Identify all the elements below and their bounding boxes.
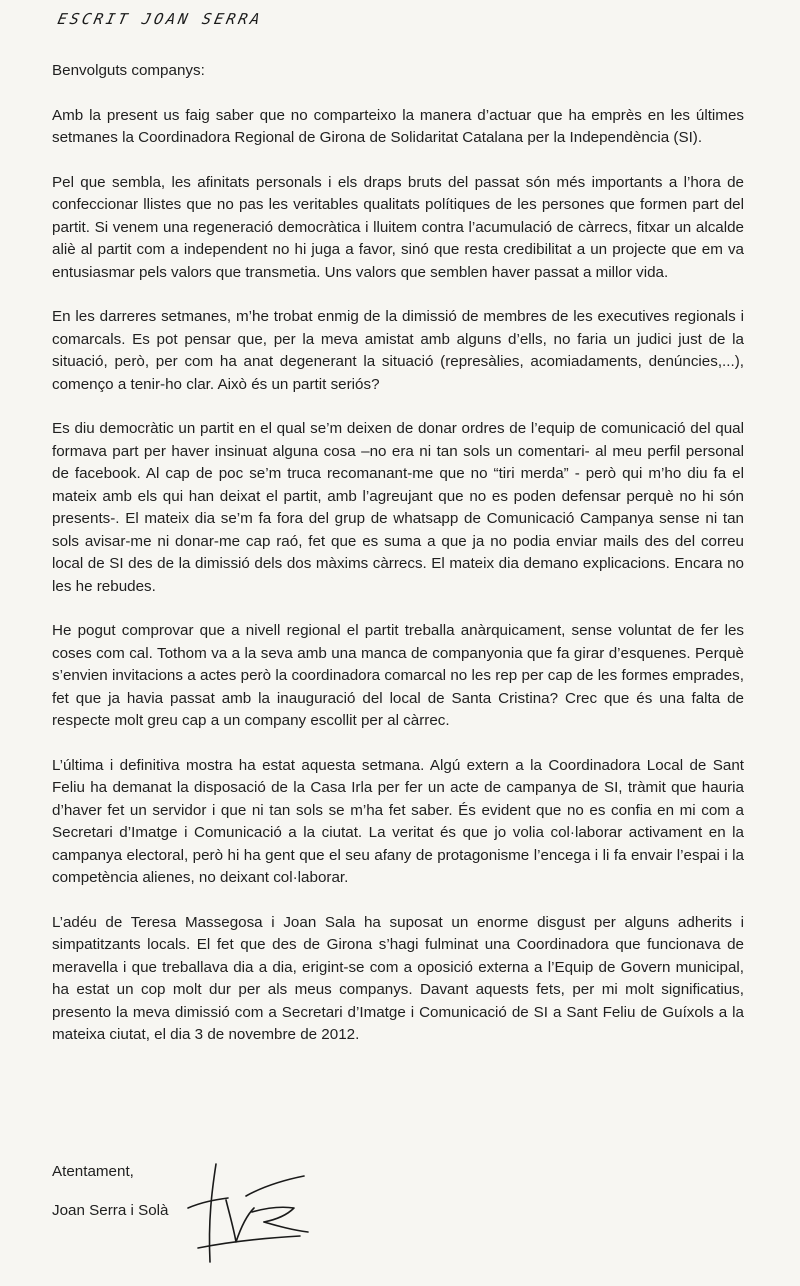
paragraph-3: En les darreres setmanes, m’he trobat enmig de la dimissió de membres de les executives regionals i comarcals. Es pot pensar que, per la meva amistat amb alguns d’ells, no faria un judici just de la situació, però, per com ha anat degenerant la situació (represàlies, acomiadaments, denúncies,...), començo a tenir-ho clar. Això és un partit seriós? [52, 308, 744, 393]
closing: Atentament, [52, 1163, 134, 1180]
sender-name: Joan Serra i Solà [52, 1202, 169, 1219]
paragraph-1: Amb la present us faig saber que no comparteixo la manera d’actuar que ha emprès en les últimes setmanes la Coordinadora Regional de Girona de Solidaritat Catalana per la Independència (SI). [52, 106, 744, 146]
paragraph-4: Es diu democràtic un partit en el qual se’m deixen de donar ordres de l’equip de comunicació del qual formava part per haver insinuat alguna cosa –no era ni tan sols un comentari- al meu perfil personal de facebook. Al cap de poc se’m truca recomanant-me que no “tiri merda” - però qui m’ho diu fa el mateix amb els qui han deixat el partit, amb l’agreujant que no es poden defensar perquè no hi són presents-. El mateix dia se’m fa fora del grup de whatsapp de Comunicació Campanya sense ni tan sols avisar-me ni donar-me cap raó, fet que es suma a que ja no podia enviar mails des del correu local de SI des de la dimissió dels dos màxims càrrecs. El mateix dia demano explicacions. Encara no les he rebudes. [52, 420, 744, 595]
letter-body [52, 60, 744, 1069]
handwritten-header: ESCRIT JOAN SERRA [56, 10, 265, 28]
paragraph-5: He pogut comprovar que a nivell regional el partit treballa anàrquicament, sense voluntat de fer les coses com cal. Tothom va a la seva amb una manca de companyonia que fa girar d’esquenes. Perquè s’envien invitacions a actes però la coordinadora comarcal no les rep per cap de les formes emprades, fet que ja havia passat amb la inauguració del local de Santa Cristina? Crec que és una falta de respecte molt greu cap a un company escollit per al càrrec. [52, 622, 744, 729]
paragraph-7: L’adéu de Teresa Massegosa i Joan Sala ha suposat un enorme disgust per alguns adherits i simpatitzants locals. El fet que des de Girona s’hagi fulminat una Coordinadora que funcionava de meravella i que treballava dia a dia, erigint-se com a oposició externa a l’Equip de Govern municipal, ha estat un cop molt dur per als meus companys. Davant aquests fets, per mi molt significatius, presento la meva dimissió com a Secretari d’Imatge i Comunicació de SI a Sant Feliu de Guíxols a la mateixa ciutat, el dia 3 de novembre de 2012. [52, 913, 744, 1043]
salutation: Benvolguts companys: [52, 62, 205, 79]
handwritten-signature [168, 1150, 318, 1270]
paragraph-6: L’última i definitiva mostra ha estat aquesta setmana. Algú extern a la Coordinadora Local de Sant Feliu ha demanat la disposació de la Casa Irla per fer un acte de campanya de SI, tràmit que hauria d’haver fet un servidor i que ni tan sols se m’ha fet saber. És evident que no es confia en mi com a Secretari d’Imatge i Comunicació a la ciutat. La veritat és que jo volia col·laborar activament en la campanya electoral, però hi ha gent que el seu afany de protagonisme l’encega i li fa envair l’espai i la competència alienes, no deixant col·laborar. [52, 756, 744, 886]
paragraph-2: Pel que sembla, les afinitats personals i els draps bruts del passat són més importants a l’hora de confeccionar llistes que no pas les veritables qualitats polítiques de les persones que formen part del partit. Si venem una regeneració democràtica i lluitem contra l’acumulació de càrrecs, fitxar un alcalde aliè al partit com a independent no hi juga a favor, sinó que resta credibilitat a un projecte que em va entusiasmar pels valors que transmetia. Uns valors que semblen haver passat a millor vida. [52, 173, 744, 281]
